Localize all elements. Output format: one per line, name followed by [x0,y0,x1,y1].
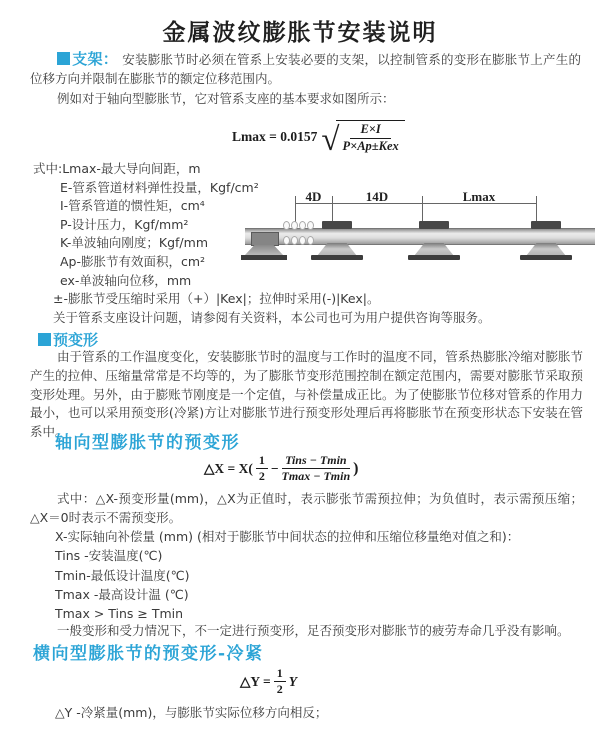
dim-label-14d: 14D [365,189,389,204]
definition-line: 式中:Lmax-最大导向间距，m [33,161,201,176]
pipe-anchor [251,232,279,246]
lateral-formula [240,666,297,697]
pipe-support-diagram [243,189,597,276]
axial-formula [204,453,358,484]
bellows-coil-icon [283,236,290,245]
pipe-support-clamp [419,221,449,229]
predeform-body-text: 由于管系的工作温度变化，安装膨胀节时的温度与工作时的温度不同，管系热膨胀冷缩对膨胀节产生的拉伸、压缩量常常是不均等的，为了膨胀节变形范围控制在额定范围内，需要对膨胀节采取预变形处理。另外，由于膨账节刚度是一个定值，与补偿量成正比。为了使膨胀节位移对管系的作用力最小，也可以采用预变形(冷紧)方让对膨胀节进行预变形处理后再将膨胀节在预变形状态下安装在管系中。 [30,349,583,440]
axial-parameter-list [55,527,519,623]
pipe-support-clamp [322,221,352,229]
axial-param-line: X-实际轴向补偿量 (mm) (相对于膨胀节中间状态的拉伸和压缩位移量绝对值之和)： [55,529,520,544]
predeform-section-header [38,329,98,350]
radical-sign: √ [321,122,340,158]
lmax-formula-numerator: E×I [350,122,390,139]
lateral-formula-lhs: △Y = [240,673,271,689]
close-paren: ) [353,459,359,477]
support-paragraph [30,50,581,88]
axial-param-line: Tmax > Tins ≥ Tmin [55,606,184,622]
bellows-coil-icon [283,221,290,230]
definition-line: K-单波轴向刚度；Kgf/mm [60,235,208,251]
lmax-formula-fraction [336,120,404,154]
axial-note-text: 一般变形和受力情况下，不一定进行预变形，足否预变形对膨胀节的疲劳寿命几乎没有影响。 [57,623,570,638]
section-predeform-heading: 预变形 [53,331,99,349]
pipe-anchor-base [241,255,287,260]
pipe-support-base [408,255,460,260]
axial-param-line: Tins -安装温度(℃) [55,548,163,564]
lmax-formula-denominator: P×Ap±Kex [342,139,399,153]
support-body-text: 安装膨胀节时必须在管系上安装必要的支架，以控制管系的变形在膨胀节上产生的位移方向并限制在膨胀节的额定位移范围内。 [30,52,581,87]
definition-line: 关于管系支座设计问题，请参阅有关资料，本公司也可为用户提供咨询等服务。 [53,309,491,325]
definition-line: P-设计压力，Kgf/mm² [60,216,189,232]
pipe-support-clamp [531,221,561,229]
bellows-coil-icon [291,236,298,245]
axial-formula-lhs: △X = X( [204,460,253,476]
dim-label-4d: 4D [305,189,322,204]
lateral-formula-half: $\frac{1}{2}$ [274,666,286,697]
lmax-formula [232,120,405,158]
lmax-formula-lhs: Lmax = 0.0157 [232,129,318,144]
support-example-text: 例如对于轴向型膨胀节，它对管系支座的基本要求如图所示： [57,91,395,106]
definition-line: Ap-膨胀节有效面积，cm² [60,253,206,269]
lateral-section-heading: 横向型膨胀节的预变形-冷紧 [33,644,264,664]
bellows-coil-icon [299,221,306,230]
minus-sign: − [270,460,279,476]
dim-label-lmax: Lmax [462,189,496,204]
section-marker-icon [57,52,70,65]
axial-section-heading: 轴向型膨胀节的预变形 [55,433,240,453]
bellows-coil-icon [291,221,298,230]
section-marker-icon [38,333,51,346]
bellows-coil-icon [299,236,306,245]
definition-line: E-管系管道材料弹性投量，Kgf/cm² [60,179,259,195]
lateral-note-text: △Y -冷紧量(mm)，与膨胀节实际位移方向相反； [55,705,328,720]
pipe-support-base [311,255,363,260]
pipe-support-base [520,255,572,260]
axial-formula-temp-fraction: $\frac{\text{Tins − Tmin}}{Tmax - Tmin}$ [281,453,351,483]
definition-line: ex-单波轴向位移，mm [60,272,192,288]
bellows-coil-icon [307,221,314,230]
axial-param-line: Tmax -最高设计温 (℃) [55,586,189,602]
bellows-coil-icon [307,236,314,245]
axial-param-line: Tmin-最低设计温度(℃) [55,567,190,583]
page-title: 金属波纹膨胀节安装说明 [162,20,438,46]
definition-line: I-管系管道的惯性矩，cm⁴ [60,198,205,214]
definition-line: ±-膨胀节受压缩时采用（+）|Kex|；拉伸时采用(-)|Kex|。 [53,291,380,307]
axial-explain-text: 式中：△X-预变形量(mm)，△X为正值时，表示膨张节需预拉伸；为负值时，表示需预压缩；△X＝0时表示不需预变形。 [30,491,583,526]
section-support-heading: 支架： [72,50,118,68]
axial-formula-half: $\frac{1}{2}$ [256,453,268,484]
lateral-formula-rhs: Y [288,673,297,689]
